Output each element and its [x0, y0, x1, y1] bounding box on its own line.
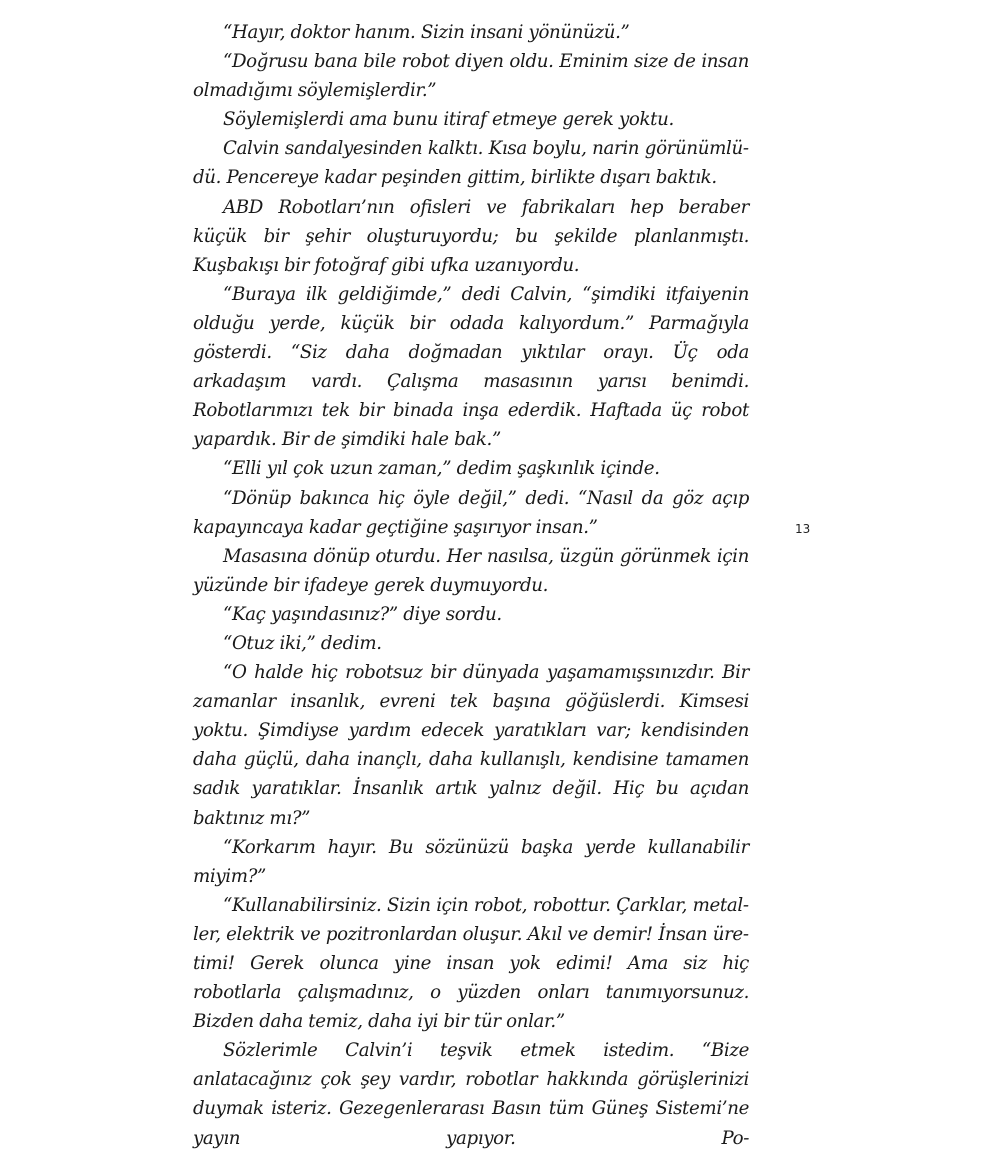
paragraph: “Hayır, doktor hanım. Sizin insani yönünüzü.”: [223, 22, 630, 43]
paragraph: “Elli yıl çok uzun zaman,” dedim şaşkınlık içinde.: [223, 458, 660, 480]
paragraph: Söylemişlerdi ama bunu itiraf etmeye gerek yoktu.: [223, 109, 674, 131]
paragraph: “Otuz iki,” dedim.: [223, 632, 382, 654]
paragraph: “Korkarım hayır. Bu sözünüzü başka yerde kullanabilir miyim?”: [193, 836, 749, 887]
paragraph: Calvin sandalyesinden kalktı. Kısa boylu, narin görünümlüdü. Pencereye kadar peşinden gittim, birlikte dışarı baktık.: [193, 138, 749, 189]
paragraph: Masasına dönüp oturdu. Her nasılsa, üzgün görünmek için yüzünde bir ifadeye gerek duymuyordu.: [193, 545, 749, 596]
body-text: [193, 18, 749, 1153]
paragraph: “Kaç yaşındasınız?” diye sordu.: [223, 603, 502, 625]
paragraph: “Buraya ilk geldiğimde,” dedi Calvin, “şimdiki itfaiyenin olduğu yerde, küçük bir odada kalıyordum.” Parmağıyla gösterdi. “Siz daha doğmadan yıktılar orayı. Üç oda arkadaşım vardı. Çalışma masasının yarısı benimdi. Robotlarımızı tek bir binada inşa ederdik. Haftada üç robot yapardık. Bir de şimdiki hale bak.”: [193, 283, 749, 451]
paragraph: “Doğrusu bana bile robot diyen oldu. Eminim size de insan olmadığımı söylemişlerdir.”: [193, 51, 749, 102]
paragraph: “Dönüp bakınca hiç öyle değil,” dedi. “Nasıl da göz açıp kapayıncaya kadar geçtiğine şaşırıyor insan.”: [193, 487, 749, 538]
paragraph: ABD Robotları’nın ofisleri ve fabrikaları hep beraber küçük bir şehir oluşturuyordu; bu şekilde planlanmıştı. Kuşbakışı bir fotoğraf gibi ufka uzanıyordu.: [193, 196, 749, 276]
paragraph: Sözlerimle Calvin’i teşvik etmek istedim. “Bize anlatacağınız çok şey vardır, robotlar hakkında görüşlerinizi duymak isteriz. Gezegenlerarası Basın tüm Güneş Sistemi’ne yayın yapıyor. Po-: [193, 1040, 749, 1149]
page-number: 13: [795, 522, 811, 536]
paragraph: “Kullanabilirsiniz. Sizin için robot, robottur. Çarklar, metaller, elektrik ve pozitronlardan oluşur. Akıl ve demir! İnsan üretimi! Gerek olunca yine insan yok edimi! Ama siz hiç robotlarla çalışmadınız, o yüzden onları tanımıyorsunuz. Bizden daha temiz, daha iyi bir tür onlar.”: [193, 894, 749, 1033]
paragraph: “O halde hiç robotsuz bir dünyada yaşamamışsınızdır. Bir zamanlar insanlık, evreni tek başına göğüslerdi. Kimsesi yoktu. Şimdiyse yardım edecek yaratıkları var; kendisinden daha güçlü, daha inançlı, daha kullanışlı, kendisine tamamen sadık yaratıklar. İnsanlık artık yalnız değil. Hiç bu açıdan baktınız mı?”: [193, 662, 749, 829]
